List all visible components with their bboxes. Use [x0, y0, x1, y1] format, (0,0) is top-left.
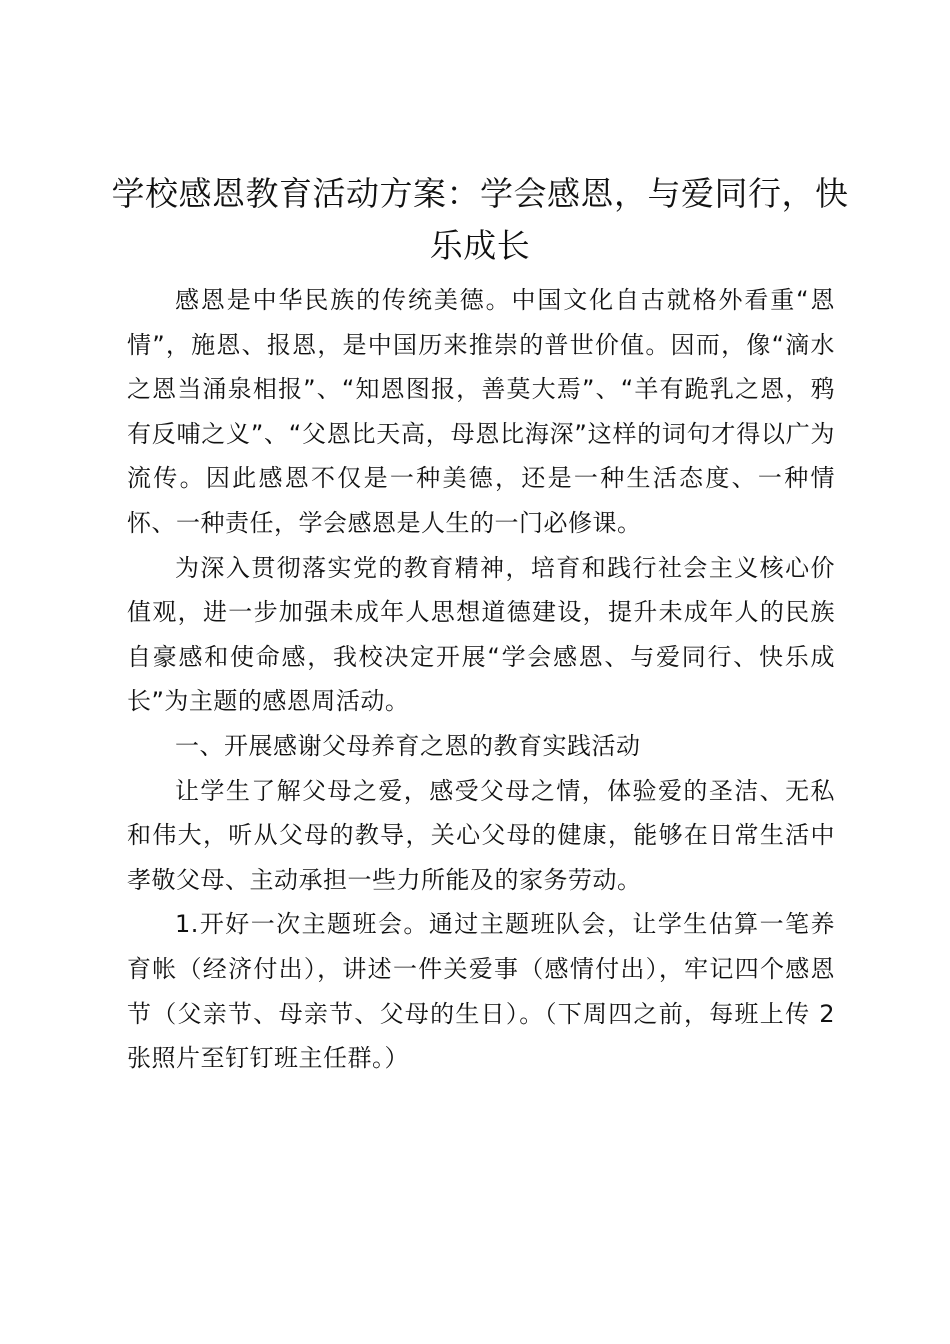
purpose-paragraph: 为深入贯彻落实党的教育精神，培育和践行社会主义核心价值观，进一步加强未成年人思想道德建设，提升未成年人的民族自豪感和使命感，我校决定开展“学会感恩、与爱同行、快乐成长”为主题的感恩周活动。	[127, 553, 835, 716]
section-one-paragraph: 让学生了解父母之爱，感受父母之情，体验爱的圣洁、无私和伟大，听从父母的教导，关心父母的健康，能够在日常生活中孝敬父母、主动承担一些力所能及的家务劳动。	[127, 776, 835, 894]
section-one-item-1: 1.开好一次主题班会。通过主题班队会，让学生估算一笔养育帐（经济付出），讲述一件关爱事（感情付出），牢记四个感恩节（父亲节、母亲节、父母的生日）。（下周四之前，每班上传 2 张照片至钉钉班主任群。）	[127, 910, 835, 1073]
document-title: 学校感恩教育活动方案：学会感恩，与爱同行，快乐成长	[111, 174, 849, 265]
intro-paragraph: 感恩是中华民族的传统美德。中国文化自古就格外看重“恩情”，施恩、报恩，是中国历来推崇的普世价值。因而，像“滴水之恩当涌泉相报”、“知恩图报，善莫大焉”、“羊有跪乳之恩，鸦有反哺之义”、“父恩比天高，母恩比海深”这样的词句才得以广为流传。因此感恩不仅是一种美德，还是一种生活态度、一种情怀、一种责任，学会感恩是人生的一门必修课。	[127, 286, 835, 537]
document-body	[127, 278, 835, 1081]
section-one-heading: 一、开展感谢父母养育之恩的教育实践活动	[175, 731, 641, 760]
